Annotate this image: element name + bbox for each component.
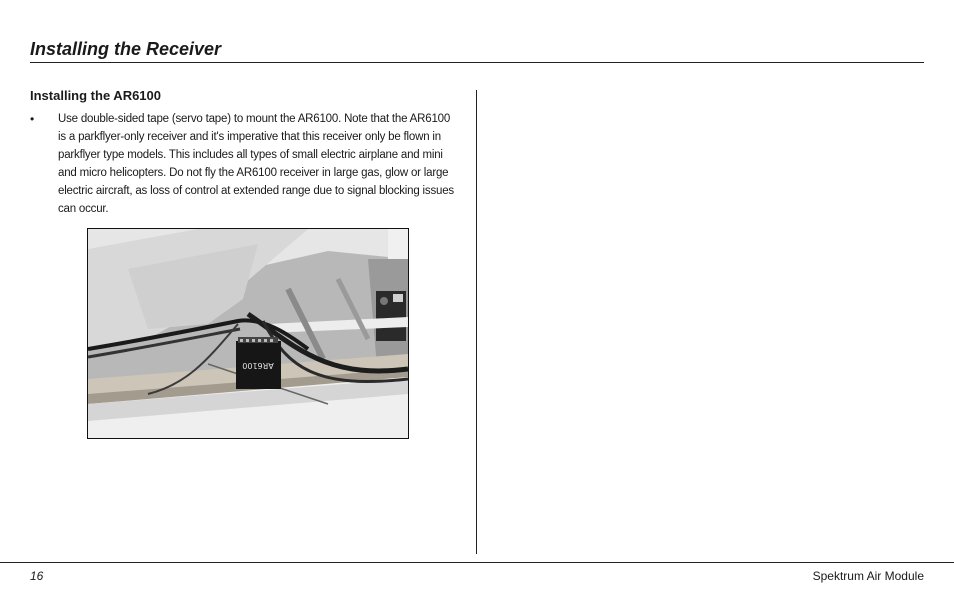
left-column xyxy=(30,88,470,218)
footer-divider xyxy=(0,562,954,563)
receiver-installation-photo xyxy=(87,228,409,439)
column-divider xyxy=(476,90,477,554)
header-divider xyxy=(30,62,924,63)
page-title: Installing the Receiver xyxy=(30,39,222,59)
bullet-marker: • xyxy=(30,112,35,126)
bullet-text: Use double-sided tape (servo tape) to mount the AR6100. Note that the AR6100 is a parkflyer-only receiver and it's imperative that this receiver only be flown in parkflyer type models. This includes all types of small electric airplane and mini and micro helicopters. Do not fly the AR6100 receiver in large gas, glow or large electric aircraft, as loss of control at extended range due to signal blocking issues can occur. xyxy=(58,113,454,215)
page-number: 16 xyxy=(30,569,44,583)
receiver-label: AR6100 xyxy=(242,361,274,370)
bullet-item xyxy=(30,110,470,218)
section-heading: Installing the AR6100 xyxy=(30,88,161,103)
footer-brand: Spektrum Air Module xyxy=(812,569,924,583)
photo-graphic xyxy=(88,229,408,438)
